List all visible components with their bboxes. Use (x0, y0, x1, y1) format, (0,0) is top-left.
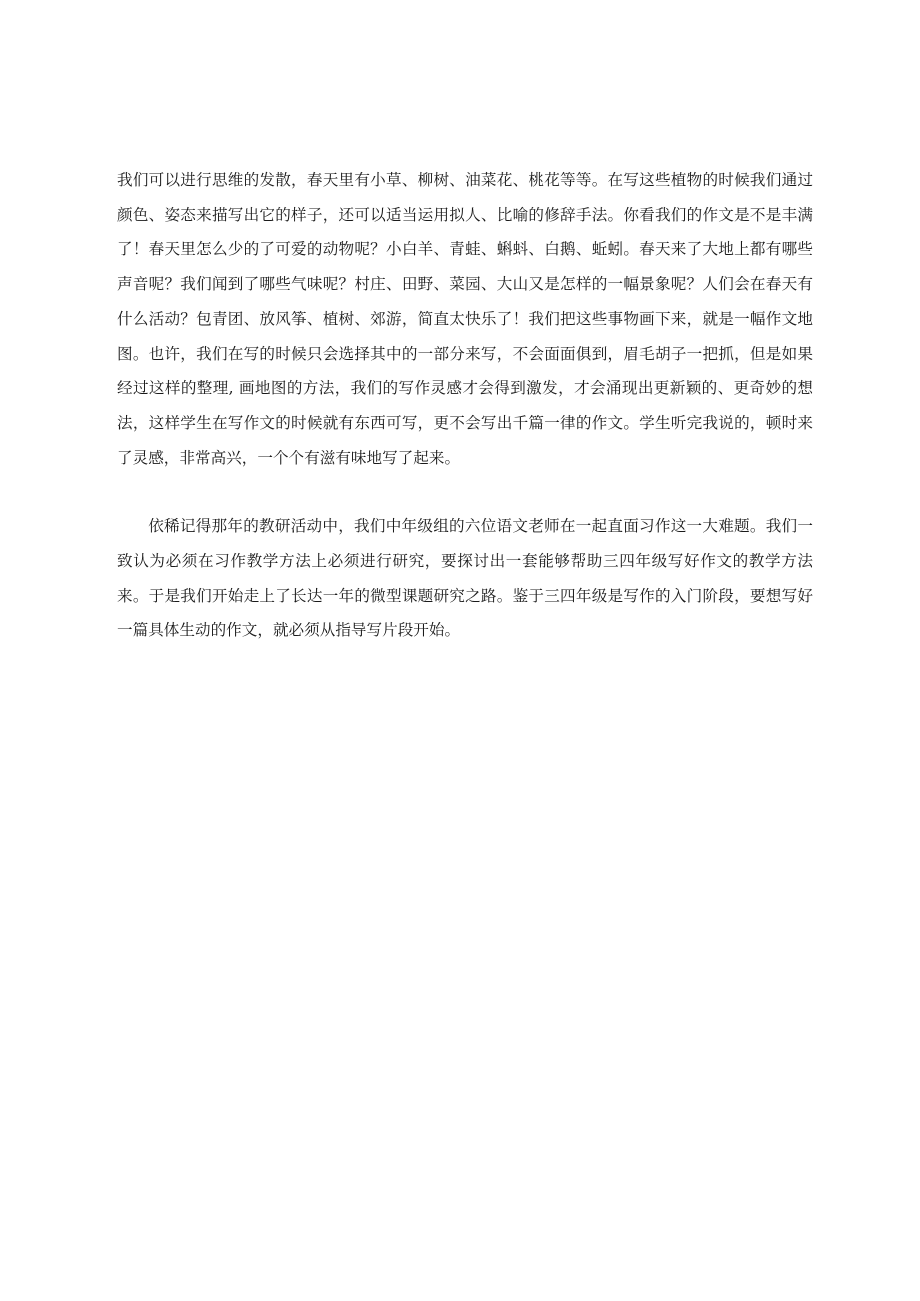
paragraph-writing-map: 我们可以进行思维的发散，春天里有小草、柳树、油菜花、桃花等等。在写这些植物的时候我们通过颜色、姿态来描写出它的样子，还可以适当运用拟人、比喻的修辞手法。你看我们的作文是不是丰满了！春天里怎么少的了可爱的动物呢？小白羊、青蛙、蝌蚪、白鹅、蚯蚓。春天来了大地上都有哪些声音呢？我们闻到了哪些气味呢？村庄、田野、菜园、大山又是怎样的一幅景象呢？人们会在春天有什么活动？包青团、放风筝、植树、郊游，简直太快乐了！我们把这些事物画下来，就是一幅作文地图。也许，我们在写的时候只会选择其中的一部分来写，不会面面俱到，眉毛胡子一把抓，但是如果经过这样的整理, 画地图的方法，我们的写作灵感才会得到激发，才会涌现出更新颖的、更奇妙的想法，这样学生在写作文的时候就有东西可写，更不会写出千篇一律的作文。学生听完我说的，顿时来了灵感，非常高兴，一个个有滋有味地写了起来。 (117, 171, 813, 467)
document-body (117, 163, 813, 648)
paragraph-research-activity: 依稀记得那年的教研活动中，我们中年级组的六位语文老师在一起直面习作这一大难题。我们一致认为必须在习作教学方法上必须进行研究，要探讨出一套能够帮助三四年级写好作文的教学方法来。于是我们开始走上了长达一年的微型课题研究之路。鉴于三四年级是写作的入门阶段，要想写好一篇具体生动的作文，就必须从指导写片段开始。 (117, 517, 813, 640)
